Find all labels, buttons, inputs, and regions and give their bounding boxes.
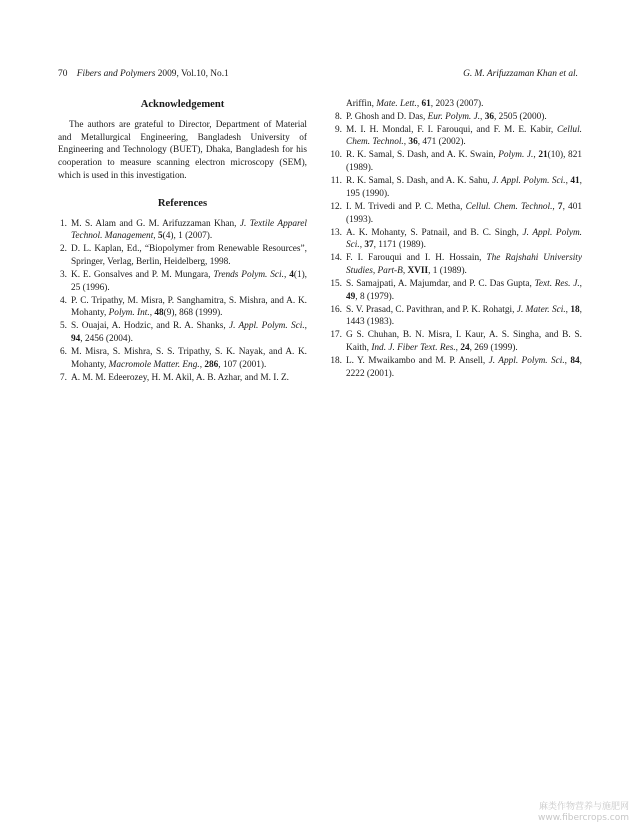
journal-volume: 2009, Vol.10, No.1 [157, 69, 229, 79]
watermark-url: www.fibercrops.com [538, 813, 629, 823]
header-authors: G. M. Arifuzzaman Khan et al. [463, 69, 578, 79]
reference-item: 4. P. C. Tripathy, M. Misra, P. Sanghamitra, S. Mishra, and A. K. Mohanty, Polym. Int., 48(9), 868 (1999). [60, 295, 307, 319]
reference-item: 3. K. E. Gonsalves and P. M. Mungara, Trends Polym. Sci., 4(1), 25 (1996). [60, 269, 308, 293]
left-column [58, 98, 307, 385]
reference-item: 5. S. Ouajai, A. Hodzic, and R. A. Shanks, J. Appl. Polym. Sci., 94, 2456 (2004). [60, 321, 307, 345]
reference-item: 14. F. I. Farouqui and I. H. Hossain, The Rajshahi University Studies, Part-B, XVII, 1 (1989). [330, 253, 582, 276]
watermark-chinese: 麻类作物营养与施肥网 [538, 802, 629, 812]
reference-item: 9. M. I. H. Mondal, F. I. Farouqui, and F. M. E. Kabir, Cellul. Chem. Technol., 36, 471 (2002). [335, 124, 582, 148]
site-watermark [538, 802, 629, 824]
reference-item: 15. S. Samajpati, A. Majumdar, and P. C. Das Gupta, Text. Res. J., 49, 8 (1979). [330, 278, 582, 302]
reference-item: 8. P. Ghosh and D. Das, Eur. Polym. J., 36, 2505 (2000). [335, 111, 547, 122]
reference-item: 16. S. V. Prasad, C. Pavithran, and P. K. Rohatgi, J. Mater. Sci., 18, 1443 (1983). [330, 304, 582, 328]
right-column [330, 98, 583, 381]
reference-list-left [58, 218, 307, 385]
reference-item: 18. L. Y. Mwaikambo and M. P. Ansell, J. Appl. Polym. Sci., 84, 2222 (2001). [330, 356, 582, 379]
journal-name: Fibers and Polymers [76, 69, 156, 79]
reference-item: 17. G S. Chuhan, B. N. Misra, I. Kaur, A. S. Singha, and B. S. Kaith, Ind. J. Fiber Text. Res., 24, 269 (1999). [330, 330, 582, 354]
reference-continuation: Ariffin, Mate. Lett., 61, 2023 (2007). [346, 99, 484, 109]
reference-item: 6. M. Misra, S. Mishra, S. S. Tripathy, S. K. Nayak, and A. K. Mohanty, Macromole Matter. Eng., 286, 107 (2001). [60, 347, 307, 370]
acknowledgement-title: Acknowledgement [140, 99, 225, 110]
reference-item: 11. R. K. Samal, S. Dash, and A. K. Sahu, J. Appl. Polym. Sci., 41, 195 (1990). [330, 176, 582, 199]
reference-item: 2. D. L. Kaplan, Ed., “Biopolymer from Renewable Resources”, Springer, Verlag, Berlin, Heidelberg, 1998. [60, 244, 307, 267]
reference-item: 13. A. K. Mohanty, S. Patnail, and B. C. Singh, J. Appl. Polym. Sci., 37, 1171 (1989). [330, 227, 582, 251]
reference-item: 1. M. S. Alam and G. M. Arifuzzaman Khan, J. Textile Apparel Technol. Management, 5(4), 1 (2007). [60, 218, 308, 242]
reference-item: 10. R. K. Samal, S. Dash, and A. K. Swain, Polym. J., 21(10), 821 (1989). [330, 150, 582, 174]
reference-item: 12. I. M. Trivedi and P. C. Metha, Cellul. Chem. Technol., 7, 401 (1993). [330, 201, 583, 225]
reference-list-right [330, 111, 583, 381]
page-number: 70 [58, 69, 68, 79]
acknowledgement-text: The authors are grateful to Director, Department of Material and Metallurgical Engineering, Bangladesh University of Engineering and Technology (BUET), Dhaka, Bangladesh for his cooperation to measure scanning electron microscopy (SEM), which is used in this investigation. [58, 120, 307, 181]
header-left [58, 68, 229, 80]
reference-item: 7. A. M. M. Edeerozey, H. M. Akil, A. B. Azhar, and M. I. Z. [60, 372, 289, 383]
references-title: References [157, 197, 208, 209]
